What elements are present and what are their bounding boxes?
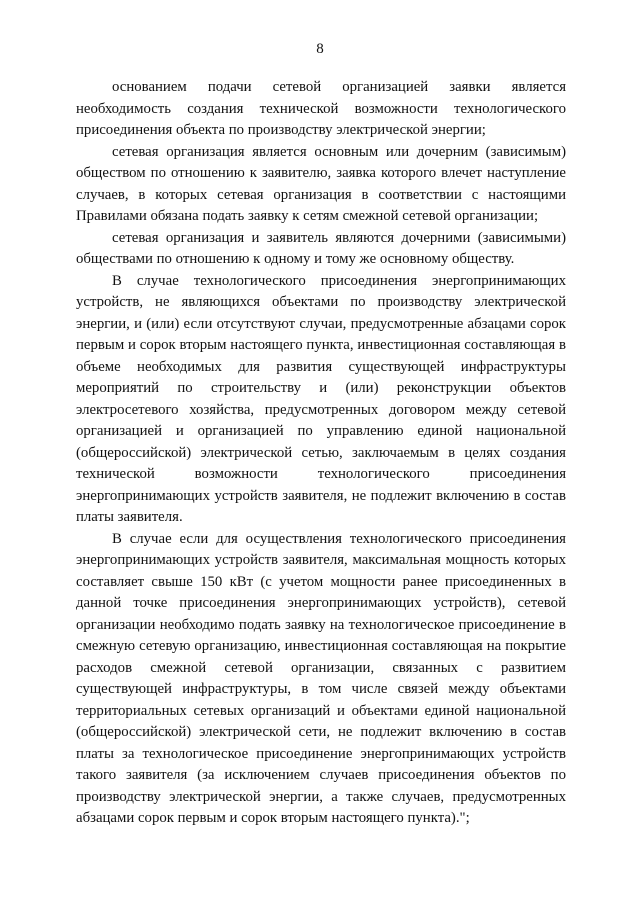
paragraph-2: сетевая организация является основным или дочерним (зависимым) обществом по отношению к заявителю, заявка которого влечет наступление случаев, в которых сетевая организация в соответствии с настоящими Правилами обязана подать заявку к сетям смежной сетевой организации; <box>76 143 566 224</box>
paragraph-4: В случае технологического присоединения энергопринимающих устройств, не являющихся объектами по производству электрической энергии, и (или) если отсутствуют случаи, предусмотренные абзацами сорок первым и сорок вторым настоящего пункта, инвестиционная составляющая в объеме необходимых для развития существующей инфраструктуры мероприятий по строительству и (или) реконструкции объектов электросетевого хозяйства, предусмотренных договором между сетевой организацией и организацией по управлению единой национальной (общероссийской) электрической сетью, заключаемым в целях создания технической возможности технологического присоединения энергопринимающих устройств заявителя, не подлежит включению в состав платы заявителя. <box>76 272 566 525</box>
paragraph-1: основанием подачи сетевой организацией заявки является необходимость создания технической возможности технологического присоединения объекта по производству электрической энергии; <box>76 79 566 138</box>
paragraph-3: сетевая организация и заявитель являются дочерними (зависимыми) обществами по отношению к одному и тому же основному обществу. <box>76 229 566 267</box>
paragraph-5: В случае если для осуществления технологического присоединения энергопринимающих устройств заявителя, максимальная мощность которых составляет свыше 150 кВт (с учетом мощности ранее присоединенных в данной точке присоединения энергопринимающих устройств), сетевой организации необходимо подать заявку на технологическое присоединение в смежную сетевую организацию, инвестиционная составляющая на покрытие расходов смежной сетевой организации, связанных с развитием существующей инфраструктуры, в том числе связей между объектами территориальных сетевых организаций и объектами единой национальной (общероссийской) электрической сети, не подлежит включению в состав платы за технологическое присоединение энергопринимающих устройств такого заявителя (за исключением случаев присоединения объектов по производству электрической энергии, а также случаев, предусмотренных абзацами сорок первым и сорок вторым настоящего пункта)."; <box>76 530 566 826</box>
document-body <box>76 77 566 830</box>
page-number: 8 <box>316 41 324 57</box>
